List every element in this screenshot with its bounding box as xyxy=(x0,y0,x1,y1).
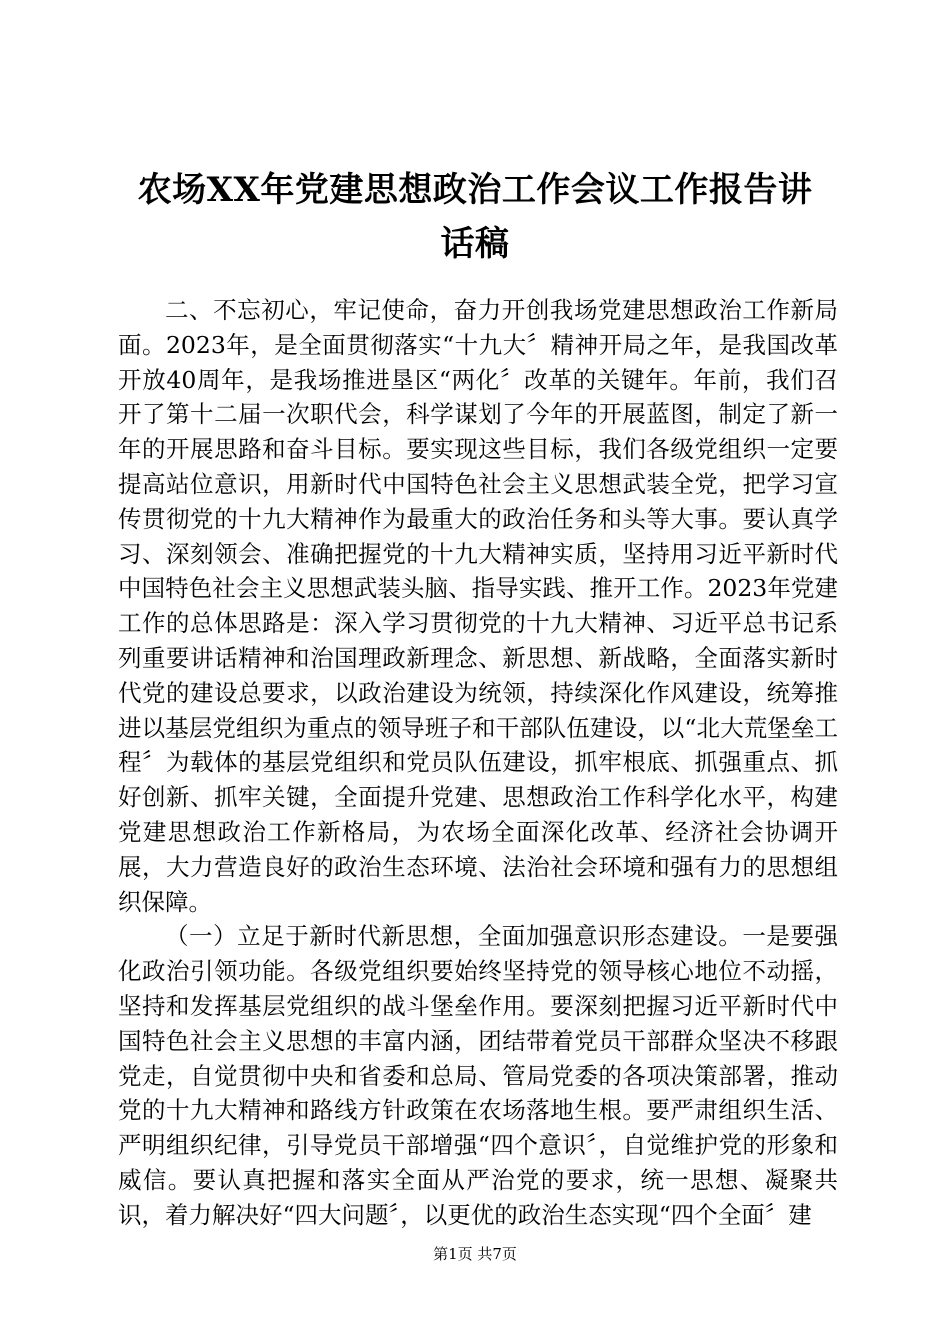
paragraph-2: （一）立足于新时代新思想，全面加强意识形态建设。一是要强化政治引领功能。各级党组织要始终坚持党的领导核心地位不动摇，坚持和发挥基层党组织的战斗堡垒作用。要深刻把握习近平新时代中国特色社会主义思想的丰富内涵，团结带着党员干部群众坚决不移跟党走，自觉贯彻中央和省委和总局、管局党委的各项决策部署，推动党的十九大精神和路线方针政策在农场落地生根。要严肃组织生活、严明组织纪律，引导党员干部增强“四个意识〞，自觉维护党的形象和威信。要认真把握和落实全面从严治党的要求，统一思想、凝聚共识，着力解决好“四大问题〞，以更优的政治生态实现“四个全面〞建 xyxy=(118,922,838,1229)
page-number-footer: 第1页 共7页 xyxy=(433,1245,517,1263)
document-title-line-1: 农场XX年党建思想政治工作会议工作报告讲 xyxy=(137,170,813,210)
paragraph-1: 二、不忘初心，牢记使命，奋力开创我场党建思想政治工作新局面。2023年，是全面贯彻落实“十九大〞精神开局之年，是我国改革开放40周年，是我场推进垦区“两化〞改革的关键年。年前，我们召开了第十二届一次职代会，科学谋划了今年的开展蓝图，制定了新一年的开展思路和奋斗目标。要实现这些目标，我们各级党组织一定要提高站位意识，用新时代中国特色社会主义思想武装全党，把学习宣传贯彻党的十九大精神作为最重大的政治任务和头等大事。要认真学习、深刻领会、准确把握党的十九大精神实质，坚持用习近平新时代中国特色社会主义思想武装头脑、指导实践、推开工作。2023年党建工作的总体思路是：深入学习贯彻党的十九大精神、习近平总书记系列重要讲话精神和治国理政新理念、新思想、新战略，全面落实新时代党的建设总要求，以政治建设为统领，持续深化作风建设，统筹推进以基层党组织为重点的领导班子和干部队伍建设，以“北大荒堡垒工程〞为载体的基层党组织和党员队伍建设，抓牢根底、抓强重点、抓好创新、抓牢关键，全面提升党建、思想政治工作科学化水平，构建党建思想政治工作新格局，为农场全面深化改革、经济社会协调开展，大力营造良好的政治生态环境、法治社会环境和强有力的思想组织保障。 xyxy=(118,296,838,916)
document-title-line-2: 话稿 xyxy=(440,224,510,264)
document-body xyxy=(118,293,838,1233)
